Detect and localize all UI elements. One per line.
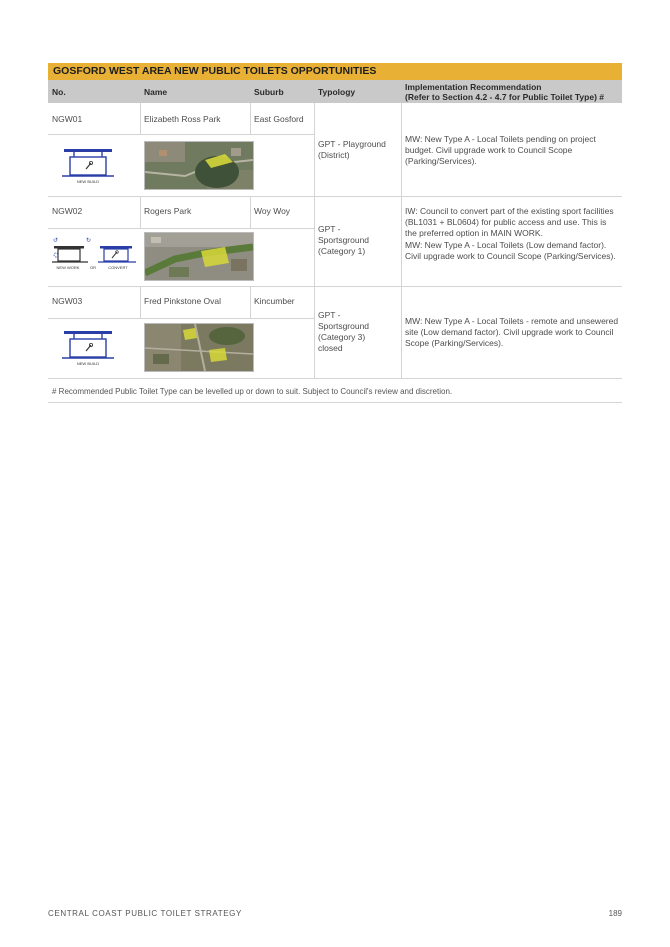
impl-text: IW: Council to convert part of the existing sport facilities (BL1031 + BL0604) for public access and use. This is the preferred option in MAIN WORK. <box>405 206 614 238</box>
icon-label: NEW BUILD <box>76 179 100 184</box>
row-no: NGW01 <box>52 114 83 124</box>
icon-label: NEW BUILD <box>76 361 100 366</box>
row-no: NGW03 <box>52 296 83 306</box>
table-row <box>48 103 622 197</box>
header-suburb: Suburb <box>254 86 284 97</box>
row-typology: GPT - Sportsground (Category 3) closed <box>318 310 370 353</box>
header-impl-line1: Implementation Recommendation <box>405 81 542 92</box>
new-building-icon <box>60 147 118 192</box>
new-building-icon <box>60 329 118 374</box>
svg-text:↻: ↻ <box>86 238 92 244</box>
row-suburb: East Gosford <box>254 114 304 124</box>
impl-text: MW: New Type A - Local Toilets (Low demand factor). Civil upgrade work to Council Scope (Parking/Services). <box>405 240 616 261</box>
aerial-photo <box>144 141 254 190</box>
header-name: Name <box>144 86 168 97</box>
page-number: 189 <box>608 909 622 918</box>
header-no: No. <box>52 86 66 97</box>
header-impl-line2: (Refer to Section 4.2 - 4.7 for Public Toilet Type) # <box>405 91 604 102</box>
svg-text:↺: ↺ <box>53 238 59 244</box>
row-no: NGW02 <box>52 206 83 216</box>
toilet-opportunities-table <box>48 63 622 403</box>
row-implementation <box>405 316 619 349</box>
table-row <box>48 287 622 379</box>
row-implementation <box>405 134 617 167</box>
row-implementation <box>405 206 619 262</box>
impl-text: MW: New Type A - Local Toilets pending on project budget. Civil upgrade work to Council Scope (Parking/Services). <box>405 134 596 166</box>
row-name: Fred Pinkstone Oval <box>144 296 222 306</box>
row-suburb: Woy Woy <box>254 206 291 216</box>
row-name: Elizabeth Ross Park <box>144 114 221 124</box>
icon-label-mid: OR <box>90 265 96 270</box>
row-typology: GPT - Sportsground (Category 1) <box>318 224 370 256</box>
table-row <box>48 197 622 287</box>
table-title: GOSFORD WEST AREA NEW PUBLIC TOILETS OPPORTUNITIES <box>48 63 622 80</box>
footer-document-title: CENTRAL COAST PUBLIC TOILET STRATEGY <box>48 909 242 918</box>
row-suburb: Kincumber <box>254 296 295 306</box>
header-implementation <box>401 80 622 103</box>
impl-text: MW: New Type A - Local Toilets - remote and unsewered site (Low demand factor). Civil upgrade work to Council Scope (Parking/Services). <box>405 316 619 348</box>
row-name: Rogers Park <box>144 206 192 216</box>
icon-label-right: CONVERT <box>108 265 128 270</box>
conversion-building-icon <box>50 235 140 276</box>
footnote: # Recommended Public Toilet Type can be levelled up or down to suit. Subject to Council's review and discretion. <box>48 379 622 403</box>
aerial-photo <box>144 232 254 281</box>
aerial-photo <box>144 323 254 372</box>
header-typology: Typology <box>318 86 356 97</box>
table-header <box>48 80 622 103</box>
row-typology: GPT - Playground (District) <box>318 139 386 160</box>
icon-label-left: NEW WORK <box>56 265 80 270</box>
